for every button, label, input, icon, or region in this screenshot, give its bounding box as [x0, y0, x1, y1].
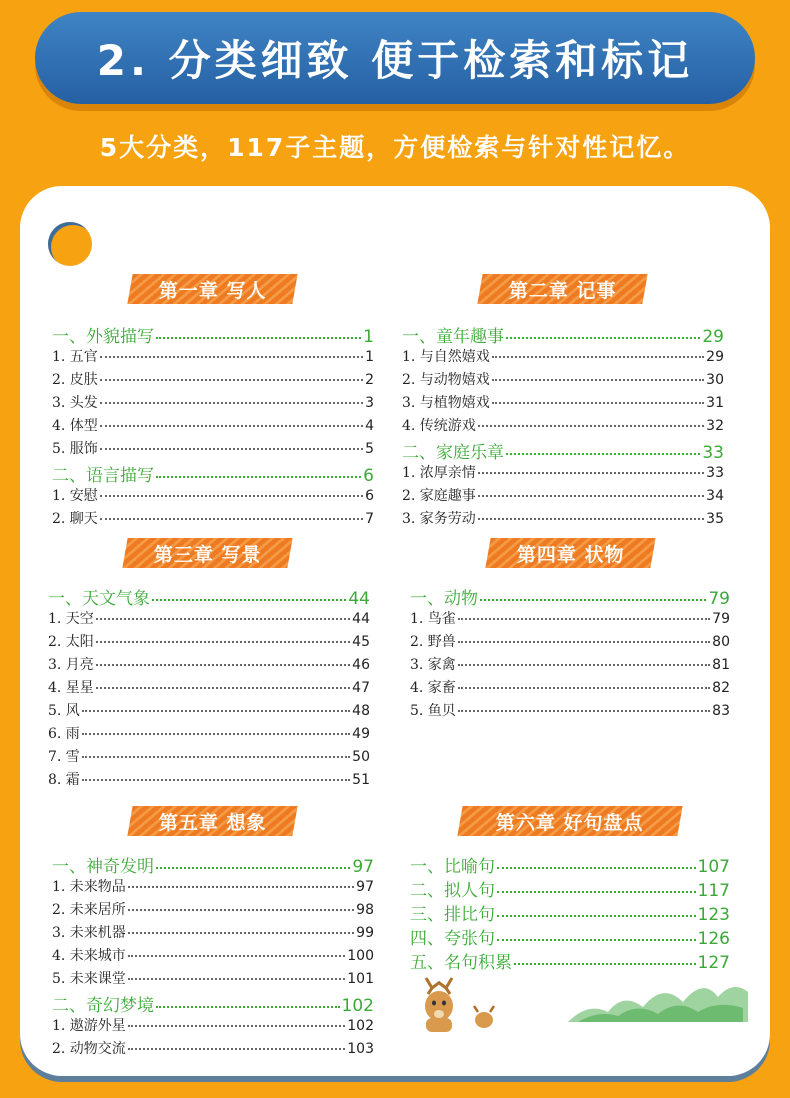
dot-leader	[458, 710, 710, 712]
toc-page-number: 7	[365, 511, 374, 527]
toc-entry-label: 1. 安慰	[52, 488, 98, 504]
toc-entry-label: 一、天文气象	[48, 589, 150, 609]
dot-leader	[458, 664, 710, 666]
toc-page-number: 35	[706, 511, 724, 527]
dot-leader	[492, 379, 704, 381]
dot-leader	[100, 379, 363, 381]
toc-page-number: 2	[365, 372, 374, 388]
dot-leader	[100, 518, 363, 520]
toc-page-number: 126	[697, 929, 730, 949]
dot-leader	[478, 472, 704, 474]
dot-leader	[480, 599, 706, 601]
toc-page-number: 79	[712, 611, 730, 627]
dot-leader	[156, 337, 361, 339]
toc-item-row[interactable]	[48, 723, 370, 746]
title-banner	[35, 12, 755, 104]
toc-entry-label: 二、奇幻梦境	[52, 996, 154, 1016]
toc-page-number: 34	[706, 488, 724, 504]
toc-section-row[interactable]	[410, 852, 730, 876]
toc-page-number: 51	[352, 772, 370, 788]
toc-entry-label: 2. 未来居所	[52, 902, 126, 918]
toc-page-number: 6	[365, 488, 374, 504]
toc-entry-label: 4. 传统游戏	[402, 418, 476, 434]
toc-entry-label: 8. 霜	[48, 772, 80, 788]
toc-item-row[interactable]	[410, 700, 730, 723]
toc-section-row[interactable]	[410, 924, 730, 948]
toc-page-number: 46	[352, 657, 370, 673]
dot-leader	[128, 1048, 345, 1050]
dot-leader	[497, 939, 696, 941]
toc-page-number: 79	[708, 589, 730, 609]
toc-entry-label: 1. 天空	[48, 611, 94, 627]
toc-entry-label: 1. 浓厚亲情	[402, 465, 476, 481]
toc-item-row[interactable]	[52, 968, 374, 991]
toc-item-row[interactable]	[52, 485, 374, 508]
toc-card	[20, 186, 770, 1076]
toc-entry-label: 3. 未来机器	[52, 925, 126, 941]
dot-leader	[156, 476, 361, 478]
chapter-5-title: 第五章 想象	[127, 806, 297, 836]
toc-entry-label: 1. 鸟雀	[410, 611, 456, 627]
dot-leader	[497, 915, 696, 917]
dot-leader	[492, 402, 704, 404]
toc-entry-label: 2. 野兽	[410, 634, 456, 650]
toc-item-row[interactable]	[52, 508, 374, 531]
toc-entry-label: 四、夸张句	[410, 929, 495, 949]
toc-section-row[interactable]	[410, 900, 730, 924]
toc-entry-label: 4. 体型	[52, 418, 98, 434]
page-title: 2. 分类细致 便于检索和标记	[96, 36, 694, 85]
toc-page-number: 123	[697, 905, 730, 925]
toc-page-number: 44	[348, 589, 370, 609]
dot-leader	[478, 495, 704, 497]
toc-page-number: 82	[712, 680, 730, 696]
toc-page-number: 3	[365, 395, 374, 411]
toc-page-number: 49	[352, 726, 370, 742]
dot-leader	[128, 909, 354, 911]
dot-leader	[96, 641, 350, 643]
toc-section-row[interactable]	[48, 584, 370, 608]
dot-leader	[458, 687, 710, 689]
dot-leader	[128, 1025, 345, 1027]
toc-page-number: 97	[352, 857, 374, 877]
toc-entry-label: 二、拟人句	[410, 881, 495, 901]
toc-section-row[interactable]	[52, 852, 374, 876]
toc-page-number: 80	[712, 634, 730, 650]
subtitle: 5大分类，117子主题，方便检索与针对性记忆。	[99, 133, 691, 162]
toc-item-row[interactable]	[402, 485, 724, 508]
dot-leader	[514, 963, 696, 965]
toc-page-number: 6	[363, 466, 374, 486]
toc-section-row[interactable]	[52, 461, 374, 485]
toc-page-number: 29	[702, 327, 724, 347]
toc-item-row[interactable]	[402, 415, 724, 438]
toc-page-number: 99	[356, 925, 374, 941]
toc-item-row[interactable]	[410, 677, 730, 700]
dot-leader	[458, 618, 710, 620]
dot-leader	[100, 356, 363, 358]
toc-entry-label: 3. 家务劳动	[402, 511, 476, 527]
toc-section-row[interactable]	[402, 438, 724, 462]
toc-page-number: 5	[365, 441, 374, 457]
toc-page-number: 48	[352, 703, 370, 719]
toc-item-row[interactable]	[402, 508, 724, 531]
toc-item-row[interactable]	[52, 899, 374, 922]
toc-entry-label: 2. 聊天	[52, 511, 98, 527]
toc-item-row[interactable]	[402, 346, 724, 369]
dot-leader	[497, 891, 696, 893]
toc-entry-label: 2. 与动物嬉戏	[402, 372, 490, 388]
chapter-2-title: 第二章 记事	[477, 274, 647, 304]
dot-leader	[156, 1006, 340, 1008]
chapter-1-list	[52, 322, 374, 532]
toc-entry-label: 二、家庭乐章	[402, 443, 504, 463]
toc-entry-label: 6. 雨	[48, 726, 80, 742]
toc-page-number: 100	[347, 948, 374, 964]
toc-item-row[interactable]	[48, 746, 370, 769]
toc-page-number: 45	[352, 634, 370, 650]
toc-page-number: 101	[347, 971, 374, 987]
chapter-2-list	[402, 322, 724, 531]
toc-item-row[interactable]	[48, 677, 370, 700]
toc-entry-label: 3. 月亮	[48, 657, 94, 673]
toc-section-row[interactable]	[402, 322, 724, 346]
dot-leader	[100, 448, 363, 450]
toc-page-number: 127	[697, 953, 730, 973]
dot-leader	[100, 425, 363, 427]
toc-entry-label: 二、语言描写	[52, 466, 154, 486]
deer-illustration-icon	[412, 972, 512, 1032]
toc-item-row[interactable]	[410, 608, 730, 631]
toc-entry-label: 4. 星星	[48, 680, 94, 696]
toc-page-number: 47	[352, 680, 370, 696]
toc-page-number: 29	[706, 349, 724, 365]
toc-item-row[interactable]	[52, 346, 374, 369]
toc-entry-label: 7. 雪	[48, 749, 80, 765]
toc-page-number: 4	[365, 418, 374, 434]
dot-leader	[506, 453, 700, 455]
toc-item-row[interactable]	[52, 922, 374, 945]
toc-entry-label: 一、神奇发明	[52, 857, 154, 877]
toc-entry-label: 3. 家禽	[410, 657, 456, 673]
toc-page-number: 107	[697, 857, 730, 877]
toc-entry-label: 一、外貌描写	[52, 327, 154, 347]
toc-entry-label: 1. 遨游外星	[52, 1018, 126, 1034]
toc-entry-label: 5. 风	[48, 703, 80, 719]
toc-page-number: 81	[712, 657, 730, 673]
toc-page-number: 44	[352, 611, 370, 627]
dot-leader	[492, 356, 704, 358]
toc-page-number: 31	[706, 395, 724, 411]
toc-entry-label: 2. 动物交流	[52, 1041, 126, 1057]
dot-leader	[152, 599, 346, 601]
dot-leader	[156, 867, 350, 869]
toc-item-row[interactable]	[52, 438, 374, 461]
toc-entry-label: 1. 五官	[52, 349, 98, 365]
dot-leader	[100, 495, 363, 497]
dot-leader	[82, 779, 350, 781]
dot-leader	[478, 425, 704, 427]
toc-item-row[interactable]	[48, 769, 370, 792]
toc-page-number: 1	[365, 349, 374, 365]
toc-item-row[interactable]	[48, 654, 370, 677]
toc-entry-label: 一、童年趣事	[402, 327, 504, 347]
toc-page-number: 33	[702, 443, 724, 463]
toc-item-row[interactable]	[52, 392, 374, 415]
toc-entry-label: 5. 服饰	[52, 441, 98, 457]
dot-leader	[128, 955, 345, 957]
toc-item-row[interactable]	[402, 392, 724, 415]
toc-entry-label: 4. 家畜	[410, 680, 456, 696]
chapter-4-title: 第四章 状物	[485, 538, 655, 568]
toc-section-row[interactable]	[410, 948, 730, 972]
toc-item-row[interactable]	[410, 631, 730, 654]
toc-entry-label: 3. 与植物嬉戏	[402, 395, 490, 411]
dot-leader	[128, 886, 354, 888]
toc-page-number: 30	[706, 372, 724, 388]
dot-leader	[458, 641, 710, 643]
dot-leader	[82, 710, 350, 712]
toc-item-row[interactable]	[52, 876, 374, 899]
toc-entry-label: 一、动物	[410, 589, 478, 609]
toc-entry-label: 3. 头发	[52, 395, 98, 411]
toc-section-row[interactable]	[410, 584, 730, 608]
chapter-6-title: 第六章 好句盘点	[457, 806, 682, 836]
chapter-5-list	[52, 852, 374, 1066]
dot-leader	[497, 867, 696, 869]
chapter-4-list	[410, 584, 730, 723]
toc-item-row[interactable]	[52, 369, 374, 392]
toc-page-number: 117	[697, 881, 730, 901]
grass-illustration-icon	[568, 972, 748, 1022]
toc-page-number: 32	[706, 418, 724, 434]
toc-section-row[interactable]	[52, 322, 374, 346]
dot-leader	[82, 733, 350, 735]
toc-entry-label: 2. 家庭趣事	[402, 488, 476, 504]
toc-entry-label: 1. 未来物品	[52, 879, 126, 895]
toc-entry-label: 4. 未来城市	[52, 948, 126, 964]
dot-leader	[100, 402, 363, 404]
chapter-1-title: 第一章 写人	[127, 274, 297, 304]
toc-section-row[interactable]	[410, 876, 730, 900]
toc-section-row[interactable]	[52, 991, 374, 1015]
toc-page-number: 33	[706, 465, 724, 481]
dot-leader	[96, 618, 350, 620]
toc-page-number: 98	[356, 902, 374, 918]
toc-entry-label: 5. 鱼贝	[410, 703, 456, 719]
toc-entry-label: 1. 与自然嬉戏	[402, 349, 490, 365]
toc-page-number: 103	[347, 1041, 374, 1057]
toc-item-row[interactable]	[402, 462, 724, 485]
toc-entry-label: 2. 皮肤	[52, 372, 98, 388]
toc-item-row[interactable]	[48, 608, 370, 631]
chapter-6-list	[410, 852, 730, 972]
toc-entry-label: 5. 未来课堂	[52, 971, 126, 987]
binder-hole-icon	[48, 222, 92, 266]
toc-item-row[interactable]	[52, 945, 374, 968]
toc-page-number: 50	[352, 749, 370, 765]
toc-item-row[interactable]	[52, 1015, 374, 1038]
chapter-3-title: 第三章 写景	[122, 538, 292, 568]
chapter-3-list	[48, 584, 370, 792]
dot-leader	[506, 337, 700, 339]
toc-item-row[interactable]	[52, 415, 374, 438]
toc-entry-label: 一、比喻句	[410, 857, 495, 877]
toc-page-number: 1	[363, 327, 374, 347]
toc-entry-label: 2. 太阳	[48, 634, 94, 650]
toc-item-row[interactable]	[402, 369, 724, 392]
dot-leader	[82, 756, 350, 758]
toc-item-row[interactable]	[52, 1038, 374, 1061]
toc-entry-label: 三、排比句	[410, 905, 495, 925]
toc-item-row[interactable]	[48, 700, 370, 723]
dot-leader	[96, 687, 350, 689]
dot-leader	[478, 518, 704, 520]
toc-item-row[interactable]	[410, 654, 730, 677]
toc-item-row[interactable]	[48, 631, 370, 654]
dot-leader	[96, 664, 350, 666]
toc-page-number: 102	[341, 996, 374, 1016]
dot-leader	[128, 932, 354, 934]
dot-leader	[128, 978, 345, 980]
toc-page-number: 83	[712, 703, 730, 719]
toc-page-number: 102	[347, 1018, 374, 1034]
toc-entry-label: 五、名句积累	[410, 953, 512, 973]
toc-page-number: 97	[356, 879, 374, 895]
